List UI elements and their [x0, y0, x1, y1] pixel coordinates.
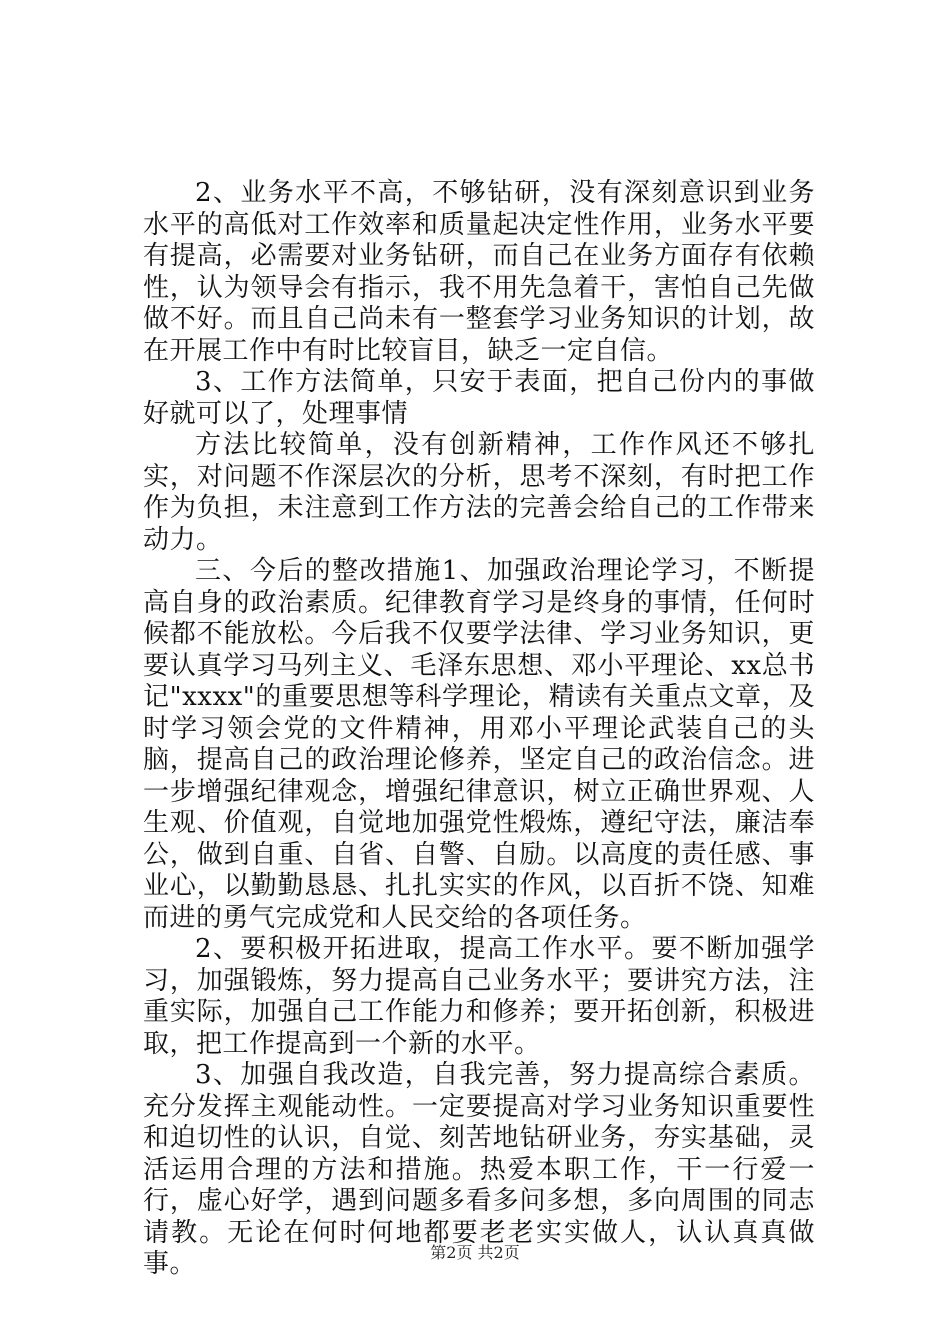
document-body: [143, 178, 815, 1281]
paragraph-self-improvement: 3、加强自我改造，自我完善，努力提高综合素质。充分发挥主观能动性。一定要提高对学习业务知识重要性和迫切性的认识，自觉、刻苦地钻研业务，夯实基础，灵活运用合理的方法和措施。热爱本职工作，干一行爱一行，虚心好学，遇到问题多看多问多想，多向周围的同志请教。无论在何时何地都要老老实实做人，认认真真做事。: [143, 1060, 815, 1279]
paragraph-work-method-continued: 方法比较简单，没有创新精神，工作作风还不够扎实，对问题不作深层次的分析，思考不深刻，有时把工作作为负担，未注意到工作方法的完善会给自己的工作带来动力。: [143, 430, 815, 555]
page-number-footer: 第2页 共2页: [430, 1243, 520, 1262]
paragraph-improve-work-level: 2、要积极开拓进取，提高工作水平。要不断加强学习，加强锻炼，努力提高自己业务水平；要讲究方法，注重实际，加强自己工作能力和修养；要开拓创新，积极进取，把工作提高到一个新的水平。: [143, 934, 815, 1059]
paragraph-work-method: 3、工作方法简单，只安于表面，把自己份内的事做好就可以了，处理事情: [143, 367, 815, 429]
paragraph-business-level: 2、业务水平不高，不够钻研，没有深刻意识到业务水平的高低对工作效率和质量起决定性作用，业务水平要有提高，必需要对业务钻研，而自己在业务方面存有依赖性，认为领导会有指示，我不用先急着干，害怕自己先做做不好。而且自己尚未有一整套学习业务知识的计划，故在开展工作中有时比较盲目，缺乏一定自信。: [143, 178, 815, 366]
paragraph-rectification-measures: 三、今后的整改措施1、加强政治理论学习，不断提高自身的政治素质。纪律教育学习是终身的事情，任何时候都不能放松。今后我不仅要学法律、学习业务知识，更要认真学习马列主义、毛泽东思想、邓小平理论、xx总书记"xxxx"的重要思想等科学理论，精读有关重点文章，及时学习领会党的文件精神，用邓小平理论武装自己的头脑，提高自己的政治理论修养，坚定自己的政治信念。进一步增强纪律观念，增强纪律意识，树立正确世界观、人生观、价值观，自觉地加强党性煅炼，遵纪守法，廉洁奉公，做到自重、自省、自警、自励。以高度的责任感、事业心，以勤勤恳恳、扎扎实实的作风，以百折不饶、知难而进的勇气完成党和人民交给的各项任务。: [143, 556, 815, 933]
